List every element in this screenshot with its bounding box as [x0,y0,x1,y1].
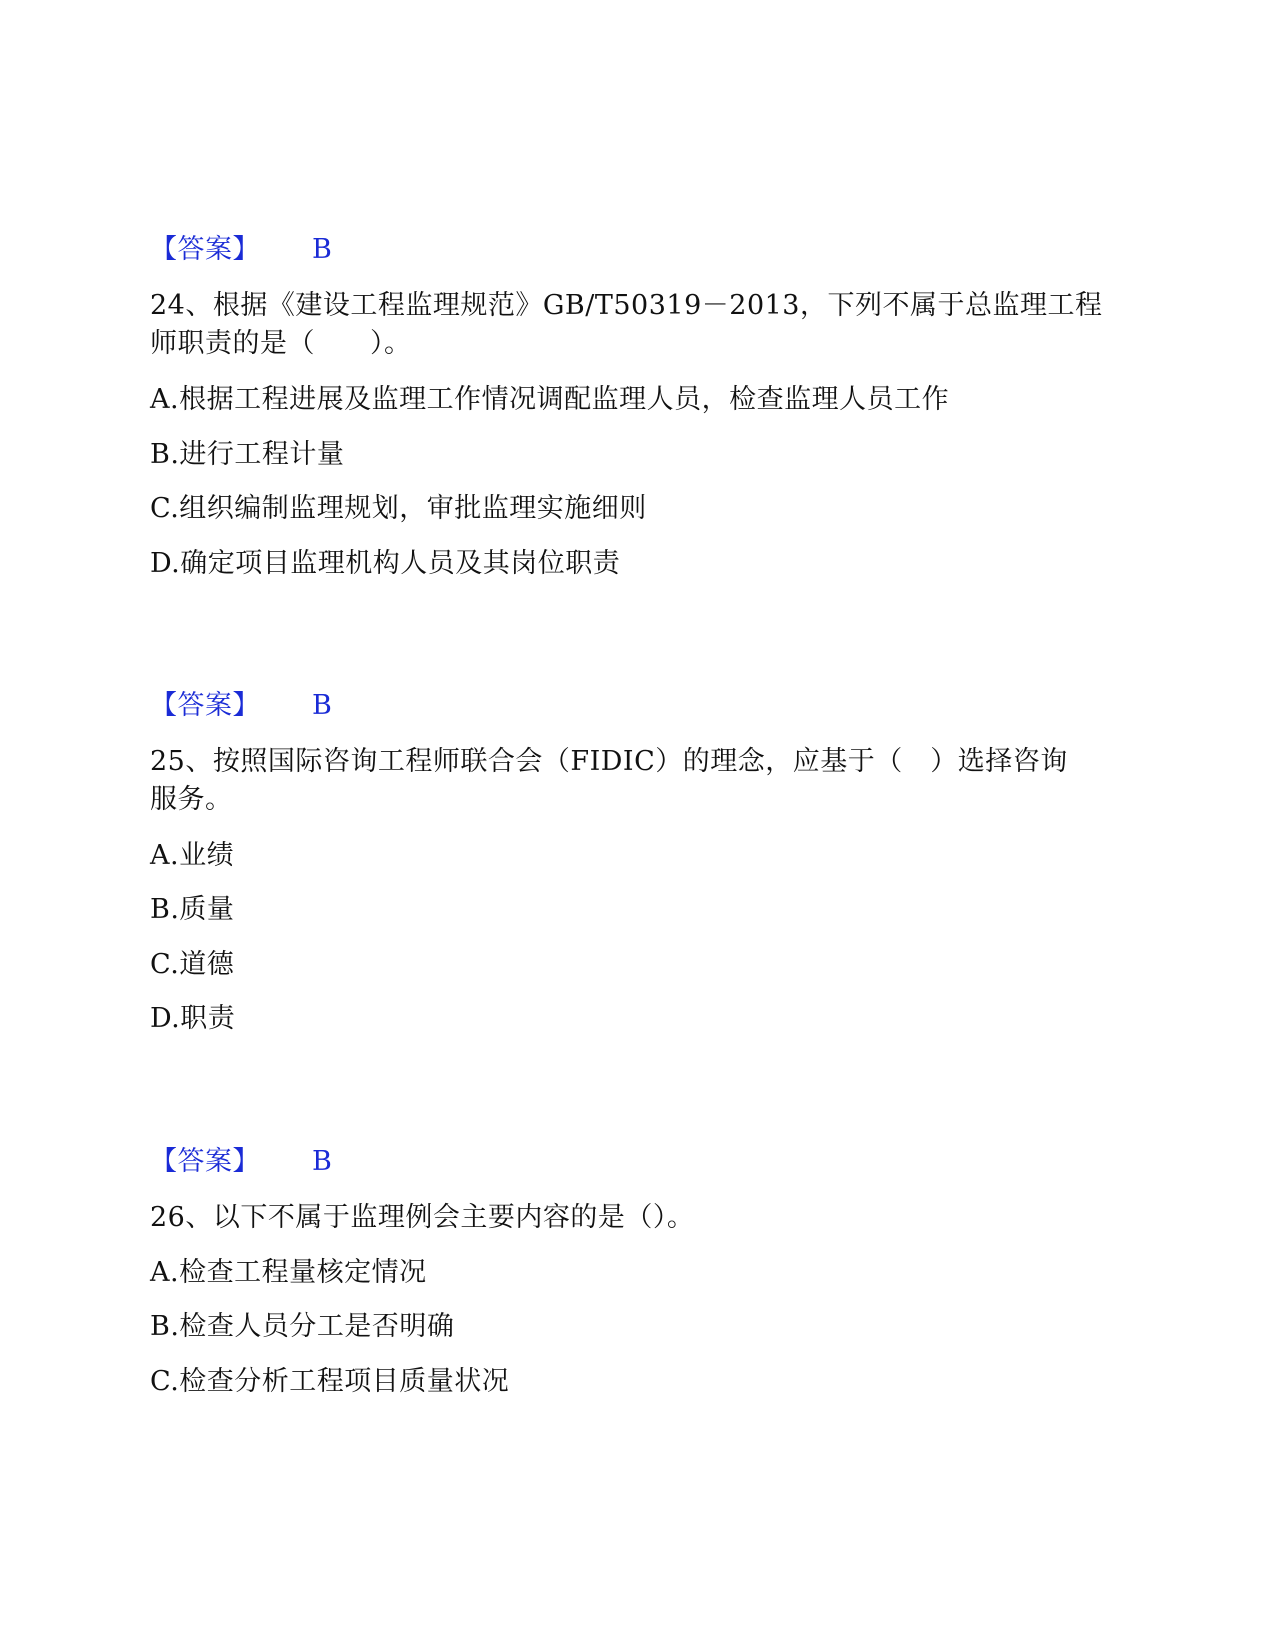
question-25-option-b: B.质量 [150,894,235,925]
question-24-stem-line-1: 24、根据《建设工程监理规范》GB/T50319－2013，下列不属于总监理工程 [150,290,1103,321]
question-24-stem-line-2: 师职责的是（ ）。 [150,328,412,359]
question-24-option-b: B.进行工程计量 [150,439,345,470]
answer-value: B [312,234,333,265]
question-26-stem-line-1: 26、以下不属于监理例会主要内容的是（）。 [150,1202,695,1233]
answer-value: B [312,690,333,721]
answer-value: B [312,1146,333,1177]
question-25-option-c: C.道德 [150,949,235,980]
answer-label: 【答案】 [150,1146,260,1177]
question-24-option-d: D.确定项目监理机构人员及其岗位职责 [150,548,621,579]
answer-label: 【答案】 [150,234,260,265]
answer-line-3 [150,1146,332,1178]
question-24-option-c: C.组织编制监理规划，审批监理实施细则 [150,493,647,524]
question-24-option-a: A.根据工程进展及监理工作情况调配监理人员，检查监理人员工作 [150,384,950,415]
question-25-option-d: D.职责 [150,1003,236,1034]
answer-line-1 [150,234,332,266]
question-26-option-c: C.检查分析工程项目质量状况 [150,1366,510,1397]
question-26-option-b: B.检查人员分工是否明确 [150,1311,455,1342]
question-25-stem-line-1: 25、按照国际咨询工程师联合会（FIDIC）的理念，应基于（ ）选择咨询 [150,746,1068,777]
answer-label: 【答案】 [150,690,260,721]
answer-line-2 [150,690,332,722]
question-25-option-a: A.业绩 [150,840,235,871]
question-25-stem-line-2: 服务。 [150,784,233,815]
question-26-option-a: A.检查工程量核定情况 [150,1257,427,1288]
